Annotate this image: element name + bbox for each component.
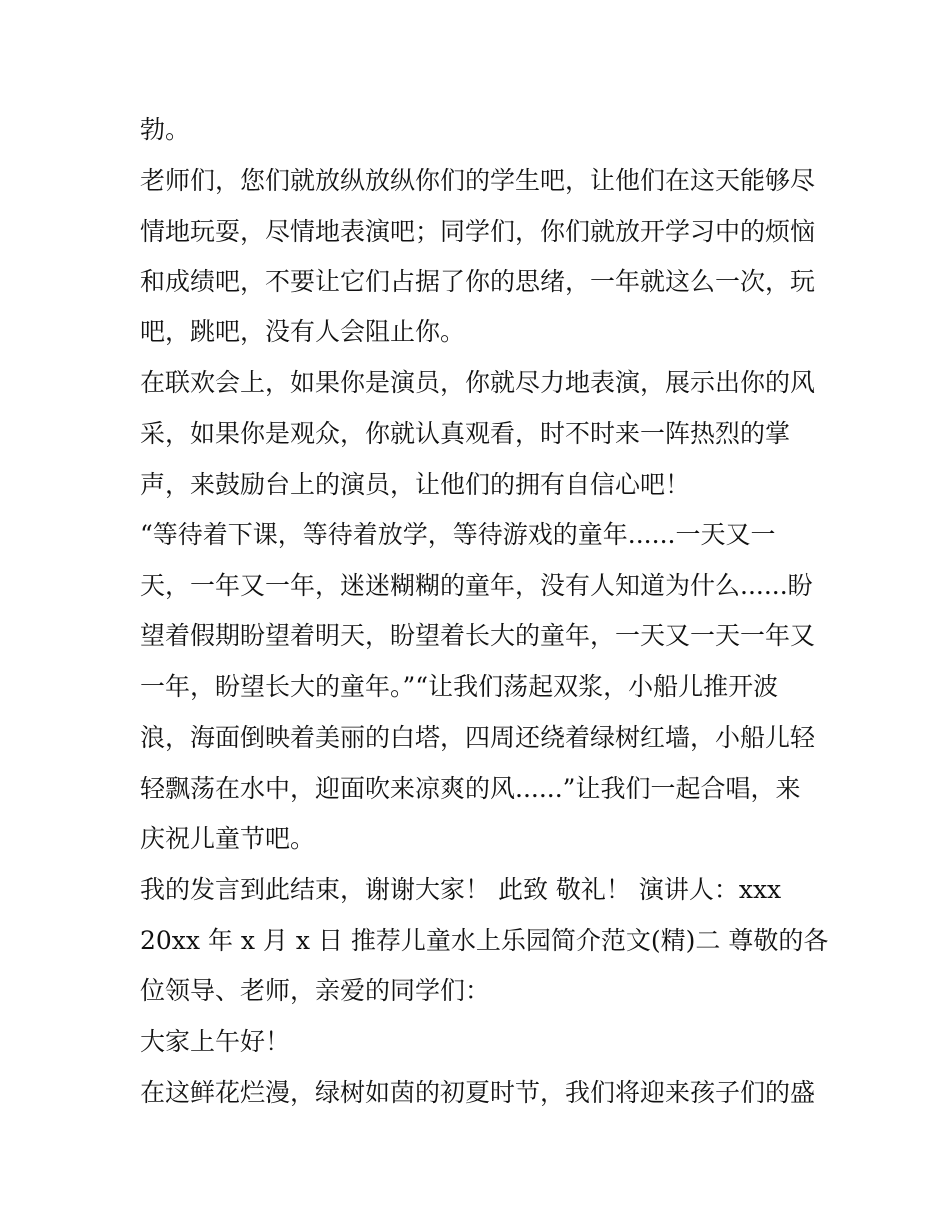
text-line: 望着假期盼望着明天，盼望着长大的童年，一天又一天一年又 (140, 621, 816, 650)
text-line: 和成绩吧，不要让它们占据了你的思绪，一年就这么一次，玩 (140, 267, 816, 296)
text-line: 我的发言到此结束，谢谢大家！ 此致 敬礼！ 演讲人：xxx (140, 875, 782, 904)
text-line: 庆祝儿童节吧。 (140, 824, 316, 853)
text-line: 老师们，您们就放纵放纵你们的学生吧，让他们在这天能够尽 (140, 166, 816, 195)
text-line: 轻飘荡在水中，迎面吹来凉爽的风......”让我们一起合唱，来 (140, 774, 801, 803)
text-line: 20xx 年 x 月 x 日 推荐儿童水上乐园简介范文(精)二 尊敬的各 (140, 926, 829, 955)
text-line: 声，来鼓励台上的演员，让他们的拥有自信心吧！ (140, 470, 691, 499)
text-line: 采，如果你是观众，你就认真观看，时不时来一阵热烈的掌 (140, 419, 791, 448)
text-line: 天，一年又一年，迷迷糊糊的童年，没有人知道为什么......盼 (140, 571, 813, 600)
text-line: 在联欢会上，如果你是演员，你就尽力地表演，展示出你的风 (140, 368, 816, 397)
text-line: 位领导、老师，亲爱的同学们： (140, 976, 491, 1005)
text-line: 情地玩耍，尽情地表演吧；同学们，你们就放开学习中的烦恼 (140, 217, 816, 246)
text-line: 浪，海面倒映着美丽的白塔，四周还绕着绿树红墙，小船儿轻 (140, 723, 816, 752)
text-line: 大家上午好！ (140, 1027, 291, 1056)
text-line: 吧，跳吧，没有人会阻止你。 (140, 317, 466, 346)
text-line: 一年，盼望长大的童年。”“让我们荡起双浆，小船儿推开波 (140, 672, 779, 701)
text-line: 勃。 (140, 115, 191, 144)
text-line: 在这鲜花烂漫，绿树如茵的初夏时节，我们将迎来孩子们的盛 (140, 1078, 816, 1107)
text-line: “等待着下课，等待着放学，等待游戏的童年......一天又一 (140, 520, 776, 549)
